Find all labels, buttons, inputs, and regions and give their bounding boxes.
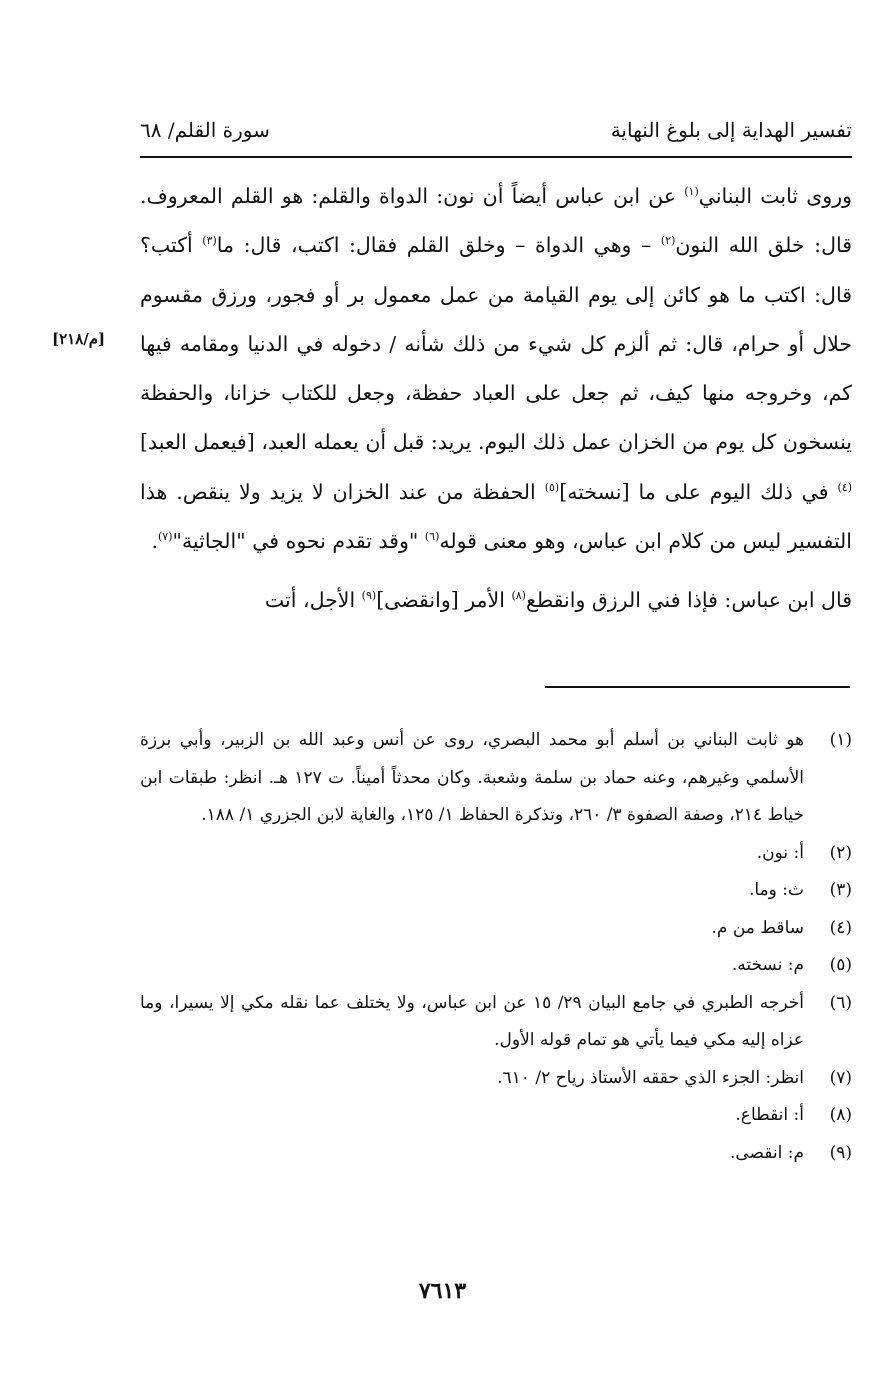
footnote-text: ساقط من م.	[711, 917, 804, 938]
footnote-number: (٤)	[829, 917, 852, 938]
main-text	[140, 172, 852, 626]
running-header	[140, 112, 852, 158]
footnote-item	[140, 910, 852, 948]
footnote-text: أ: انقطاع.	[735, 1105, 804, 1125]
footnotes-list	[140, 722, 852, 1172]
footnote-text: م: انقصى.	[729, 1142, 804, 1163]
footnote-text: أخرجه الطبري في جامع البيان ٢٩/ ١٥ عن ابن عباس، ولا يختلف عما نقله مكي إلا يسيرا، وما عزاه إليه مكي فيما يأتي هو تمام قوله الأول.	[140, 992, 804, 1050]
page-number: ٧٦١٣	[418, 1278, 467, 1304]
footnote-number: (٨)	[829, 1105, 852, 1125]
footnote-number: (٥)	[829, 955, 852, 975]
footnote-number: (٩)	[829, 1142, 852, 1163]
footnote-item	[140, 985, 852, 1060]
footnote-marker-6[interactable]: (٦)	[424, 530, 440, 544]
manuscript-margin-reference: [م/٢١٨]	[52, 330, 106, 348]
footnote-item	[140, 1097, 852, 1135]
footnote-marker-5[interactable]: (٥)	[544, 480, 560, 494]
footnote-marker-1[interactable]: (١)	[684, 185, 699, 199]
footnote-item	[140, 1060, 852, 1098]
footnote-number: (٢)	[829, 842, 852, 863]
footnote-marker-3[interactable]: (٣)	[202, 234, 217, 248]
footnote-number: (٧)	[829, 1067, 852, 1088]
footnote-marker-2[interactable]: (٢)	[660, 234, 676, 248]
footnote-text: م: نسخته.	[731, 955, 804, 975]
footnote-item	[140, 722, 852, 835]
footnote-text: أ: نون.	[756, 842, 804, 863]
footnote-text: هو ثابت البناني بن أسلم أبو محمد البصري، روى عن أنس وعبد الله بن الزبير، وأبي برزة الأسلمي وغيرهم، وعنه حماد بن سلمة وشعبة. وكان محدثاً أميناً. ت ١٢٧ هـ. انظر: طبقات ابن خياط ٢١٤، وصفة الصفوة ٣/ ٢٦٠، وتذكرة الحفاظ ١/ ١٢٥، والغاية لابن الجزري ١/ ١٨٨.	[140, 730, 805, 825]
paragraph-2: قال ابن عباس: فإذا فني الرزق وانقطع$^{(٨)}$ الأمر [وانقضى]$^{(٩)}$ الأجل، أتت	[264, 588, 852, 613]
paragraph-1: وروى ثابت البناني$^{(١)}$ عن ابن عباس أيضاً أن نون: الدواة والقلم: هو القلم المعروف. قال: خلق الله النون$^{(٢)}$ – وهي الدواة – وخلق القلم فقال: اكتب، قال: ما$^{(٣)}$ أكتب؟ قال: اكتب ما هو كائن إلى يوم القيامة من عمل معمول بر أو فجور، ورزق مقسوم حلال أو حرام، قال: ثم ألزم كل شيء من ذلك شأنه / دخوله في الدنيا ومقامه فيها كم، وخروجه منها كيف، ثم جعل على العباد حفظة، وجعل للكتاب خزانا، والحفظة ينسخون كل يوم من الخزان عمل ذلك اليوم. يريد: قبل أن يعمله العبد، [فيعمل العبد]$^{(٤)}$ في ذلك اليوم على ما [نسخته]$^{(٥)}$ الحفظة من عند الخزان لا يزيد ولا ينقص. هذا التفسير ليس من كلام ابن عباس، وهو معنى قوله$^{(٦)}$ "وقد تقدم نحوه في "الجاثية"$^{(٧)}$.	[140, 184, 853, 554]
footnote-marker-4[interactable]: (٤)	[837, 480, 852, 494]
footnote-item	[140, 947, 852, 985]
footnote-marker-8[interactable]: (٨)	[511, 589, 526, 603]
footnote-number: (٣)	[829, 880, 852, 900]
footnote-item	[140, 835, 852, 873]
book-title: تفسير الهداية إلى بلوغ النهاية	[610, 118, 852, 142]
footnote-marker-9[interactable]: (٩)	[361, 589, 377, 603]
surah-reference: سورة القلم/ ٦٨	[140, 118, 270, 142]
footnote-item	[140, 872, 852, 910]
footnote-number: (١)	[829, 730, 852, 750]
footnote-divider	[545, 686, 850, 688]
footnote-marker-7[interactable]: (٧)	[158, 530, 173, 544]
footnote-number: (٦)	[829, 992, 852, 1013]
footnote-text: ث: وما.	[748, 880, 804, 900]
footnote-item	[140, 1135, 852, 1173]
footnote-text: انظر: الجزء الذي حققه الأستاذ رياح ٢/ ٦١٠.	[497, 1067, 804, 1088]
